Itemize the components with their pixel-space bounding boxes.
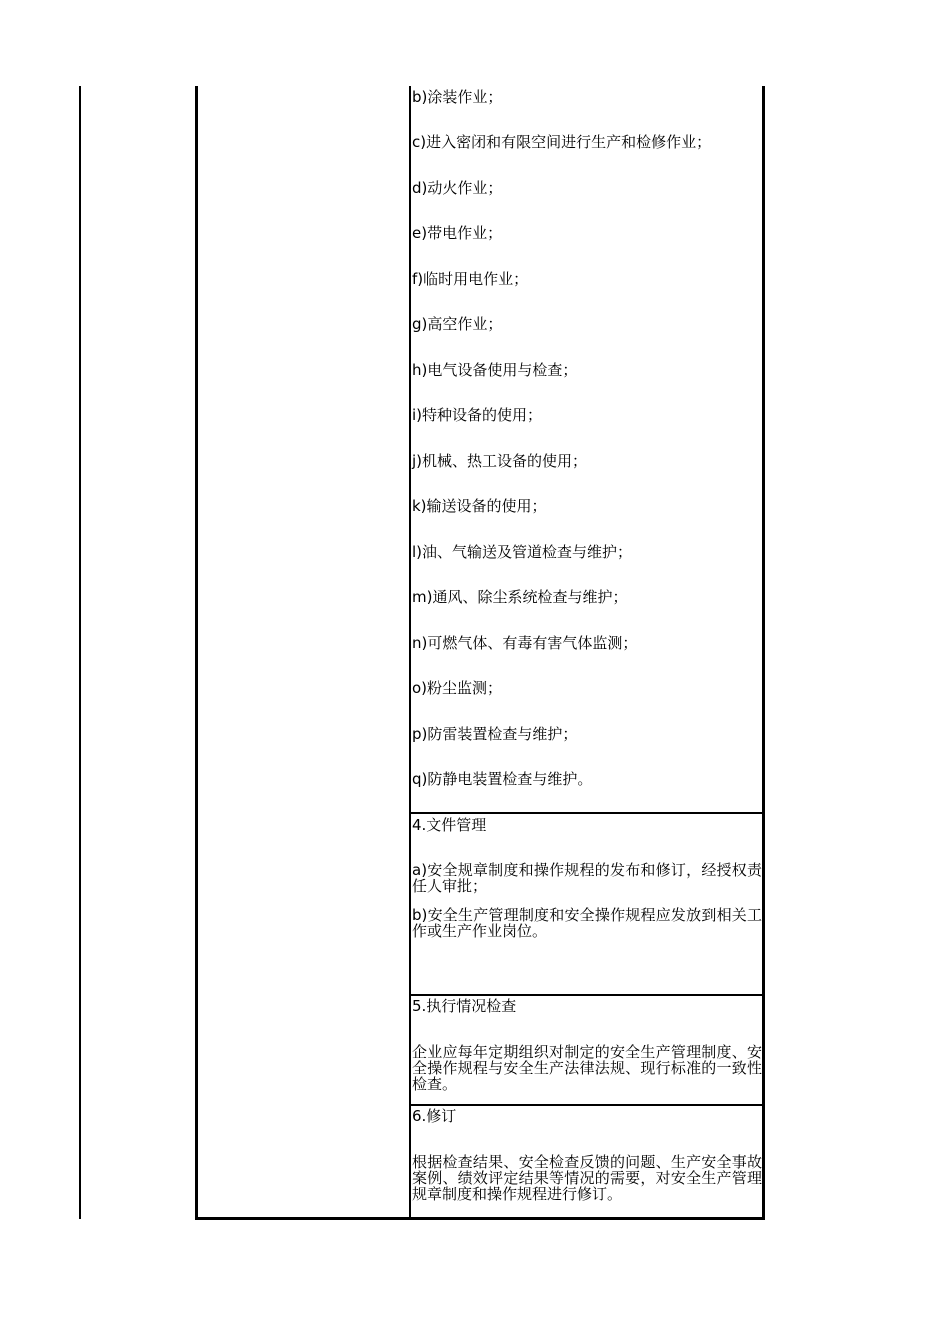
list-item: l)油、气输送及管道检查与维护； (412, 543, 633, 561)
list-item: p)防雷装置检查与维护； (412, 725, 578, 743)
doc-mgmt-item-a: a)安全规章制度和操作规程的发布和修订，经授权责任人审批； (412, 861, 762, 895)
list-item: b)涂装作业； (412, 88, 503, 106)
section-heading-doc-mgmt: 4.文件管理 (412, 816, 487, 834)
list-item: g)高空作业； (412, 315, 503, 333)
list-item: j)机械、热工设备的使用； (412, 452, 588, 470)
revision-text: 根据检查结果、安全检查反馈的问题、生产安全事故案例、绩效评定结果等情况的需要，对安全生产管理规章制度和操作规程进行修订。 (412, 1153, 762, 1203)
exec-check-text: 企业应每年定期组织对制定的安全生产管理制度、安全操作规程与安全生产法律法规、现行标准的一致性检查。 (412, 1043, 762, 1093)
list-item: i)特种设备的使用； (412, 406, 543, 424)
section-heading-exec-check: 5.执行情况检查 (412, 997, 517, 1015)
list-item: m)通风、除尘系统检查与维护； (412, 588, 628, 606)
row-divider-exec-check (409, 994, 765, 996)
list-item: k)输送设备的使用； (412, 497, 547, 515)
list-item: e)带电作业； (412, 224, 503, 242)
list-item: q)防静电装置检查与维护。 (412, 770, 593, 788)
list-item: c)进入密闭和有限空间进行生产和检修作业； (412, 133, 712, 151)
section-heading-revision: 6.修订 (412, 1107, 457, 1125)
row-divider-revision (409, 1104, 765, 1106)
table-left-border (79, 86, 81, 1219)
list-item: f)临时用电作业； (412, 270, 529, 288)
table-column-divider-2 (409, 86, 411, 1220)
list-item: n)可燃气体、有毒有害气体监测； (412, 634, 638, 652)
table-right-border (762, 86, 765, 1220)
list-item: h)电气设备使用与检查； (412, 361, 578, 379)
doc-mgmt-item-b: b)安全生产管理制度和安全操作规程应发放到相关工作或生产作业岗位。 (412, 906, 762, 940)
list-item: d)动火作业； (412, 179, 503, 197)
table-bottom-border (195, 1217, 765, 1220)
list-item: o)粉尘监测； (412, 679, 503, 697)
row-divider-doc-mgmt (409, 812, 765, 814)
table-column-divider-1 (195, 86, 198, 1220)
